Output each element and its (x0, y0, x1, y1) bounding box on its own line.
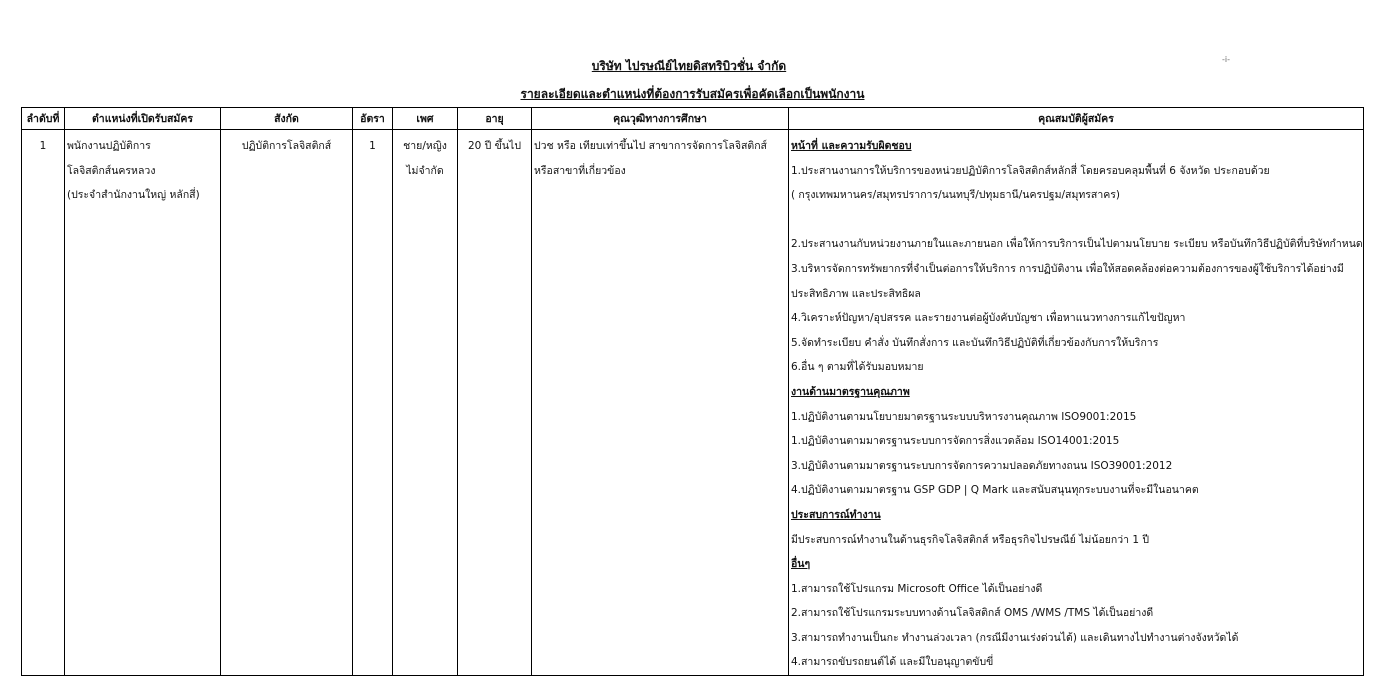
education-line: ปวช หรือ เทียบเท่าขึ้นไป สาขาการจัดการโลจิสติกส์ (534, 140, 767, 152)
cell-age (458, 130, 532, 676)
duty-item: ประสิทธิภาพ และประสิทธิผล (791, 287, 921, 300)
standards-heading: งานด้านมาตรฐานคุณภาพ (791, 385, 910, 398)
duty-item: 2.ประสานงานกับหน่วยงานภายในและภายนอก เพื่อให้การบริการเป็นไปตามนโยบาย ระเบียบ หรือบันทึกวิธีปฏิบัติที่บริษัทกำหนด (791, 238, 1363, 251)
table-header-row (22, 108, 1364, 130)
other-item: 3.สามารถทำงานเป็นกะ ทำงานล่วงเวลา (กรณีมีงานเร่งด่วนได้) และเดินทางไปทำงานต่างจังหวัดได้ (791, 631, 1239, 644)
cell-position (65, 130, 221, 676)
standard-item: 3.ปฏิบัติงานตามมาตรฐานระบบการจัดการความปลอดภัยทางถนน ISO39001:2012 (791, 459, 1173, 472)
duty-item: 6.อื่น ๆ ตามที่ได้รับมอบหมาย (791, 361, 924, 374)
header-gender: เพศ (393, 108, 458, 130)
duty-item: 5.จัดทำระเบียบ คำสั่ง บันทึกสั่งการ และบันทึกวิธีปฏิบัติที่เกี่ยวข้องกับการให้บริการ (791, 336, 1159, 349)
education-line: หรือสาขาที่เกี่ยวข้อง (534, 164, 626, 177)
cell-gender (393, 130, 458, 676)
corner-mark: -i- (1222, 55, 1230, 64)
header-position: ตำแหน่งที่เปิดรับสมัคร (65, 108, 221, 130)
cell-department (221, 130, 353, 676)
gender-line: ไม่จำกัด (406, 164, 444, 177)
position-line: โลจิสติกส์นครหลวง (67, 164, 156, 177)
header-age: อายุ (458, 108, 532, 130)
job-table (21, 107, 1364, 676)
row-number: 1 (39, 140, 47, 152)
document-subtitle: รายละเอียดและตำแหน่งที่ต้องการรับสมัครเพื่อคัดเลือกเป็นพนักงาน (520, 87, 865, 101)
duty-item: 4.วิเคราะห์ปัญหา/อุปสรรค และรายงานต่อผู้บังคับบัญชา เพื่อหาแนวทางการแก้ไขปัญหา (791, 312, 1186, 325)
cell-education (532, 130, 789, 676)
header-rate: อัตรา (353, 108, 393, 130)
header-department: สังกัด (221, 108, 353, 130)
duty-item: 1.ประสานงานการให้บริการของหน่วยปฏิบัติการโลจิสติกส์หลักสี่ โดยครอบคลุมพื้นที่ 6 จังหวัด ประกอบด้วย (791, 164, 1270, 177)
standard-item: 1.ปฏิบัติงานตามนโยบายมาตรฐานระบบบริหารงานคุณภาพ ISO9001:2015 (791, 410, 1137, 423)
company-title: บริษัท ไปรษณีย์ไทยดิสทริบิวชั่น จำกัด (591, 59, 787, 73)
header-qualifications: คุณสมบัติผู้สมัคร (789, 108, 1364, 130)
department-text: ปฏิบัติการโลจิสติกส์ (241, 140, 332, 152)
other-item: 4.สามารถขับรถยนต์ได้ และมีใบอนุญาตขับขี่ (791, 656, 994, 669)
header-no: ลำดับที่ (22, 108, 65, 130)
cell-no (22, 130, 65, 676)
duty-item: 3.บริหารจัดการทรัพยากรที่จำเป็นต่อการให้บริการ การปฏิบัติงาน เพื่อให้สอดคล้องต่อความต้องการของผู้ใช้บริการได้อย่างมี (791, 262, 1344, 275)
duties-heading: หน้าที่ และความรับผิดชอบ (791, 140, 912, 152)
experience-heading: ประสบการณ์ทำงาน (791, 508, 881, 521)
standard-item: 4.ปฏิบัติงานตามมาตรฐาน GSP GDP | Q Mark และสนับสนุนทุกระบบงานที่จะมีในอนาคต (791, 484, 1199, 497)
other-item: 1.สามารถใช้โปรแกรม Microsoft Office ได้เป็นอย่างดี (791, 582, 1043, 595)
header-education: คุณวุฒิทางการศึกษา (532, 108, 789, 130)
position-line: พนักงานปฏิบัติการ (67, 140, 151, 152)
position-line: (ประจำสำนักงานใหญ่ หลักสี่) (67, 189, 200, 202)
duty-item: ( กรุงเทพมหานคร/สมุทรปราการ/นนทบุรี/ปทุมธานี/นครปฐม/สมุทรสาคร) (791, 189, 1120, 202)
standard-item: 1.ปฏิบัติงานตามมาตรฐานระบบการจัดการสิ่งแวดล้อม ISO14001:2015 (791, 435, 1120, 448)
other-item: 2.สามารถใช้โปรแกรมระบบทางด้านโลจิสติกส์ OMS /WMS /TMS ได้เป็นอย่างดี (791, 607, 1154, 620)
experience-item: มีประสบการณ์ทำงานในด้านธุรกิจโลจิสติกส์ หรือธุรกิจไปรษณีย์ ไม่น้อยกว่า 1 ปี (791, 533, 1150, 546)
cell-qualifications (789, 130, 1364, 676)
gender-line: ชาย/หญิง (403, 140, 447, 152)
age-text: 20 ปี ขึ้นไป (467, 140, 521, 152)
others-heading: อื่นๆ (791, 558, 811, 571)
blank-line (791, 208, 1361, 233)
cell-rate (353, 130, 393, 676)
table-row (22, 130, 1364, 676)
rate-text: 1 (369, 140, 376, 152)
